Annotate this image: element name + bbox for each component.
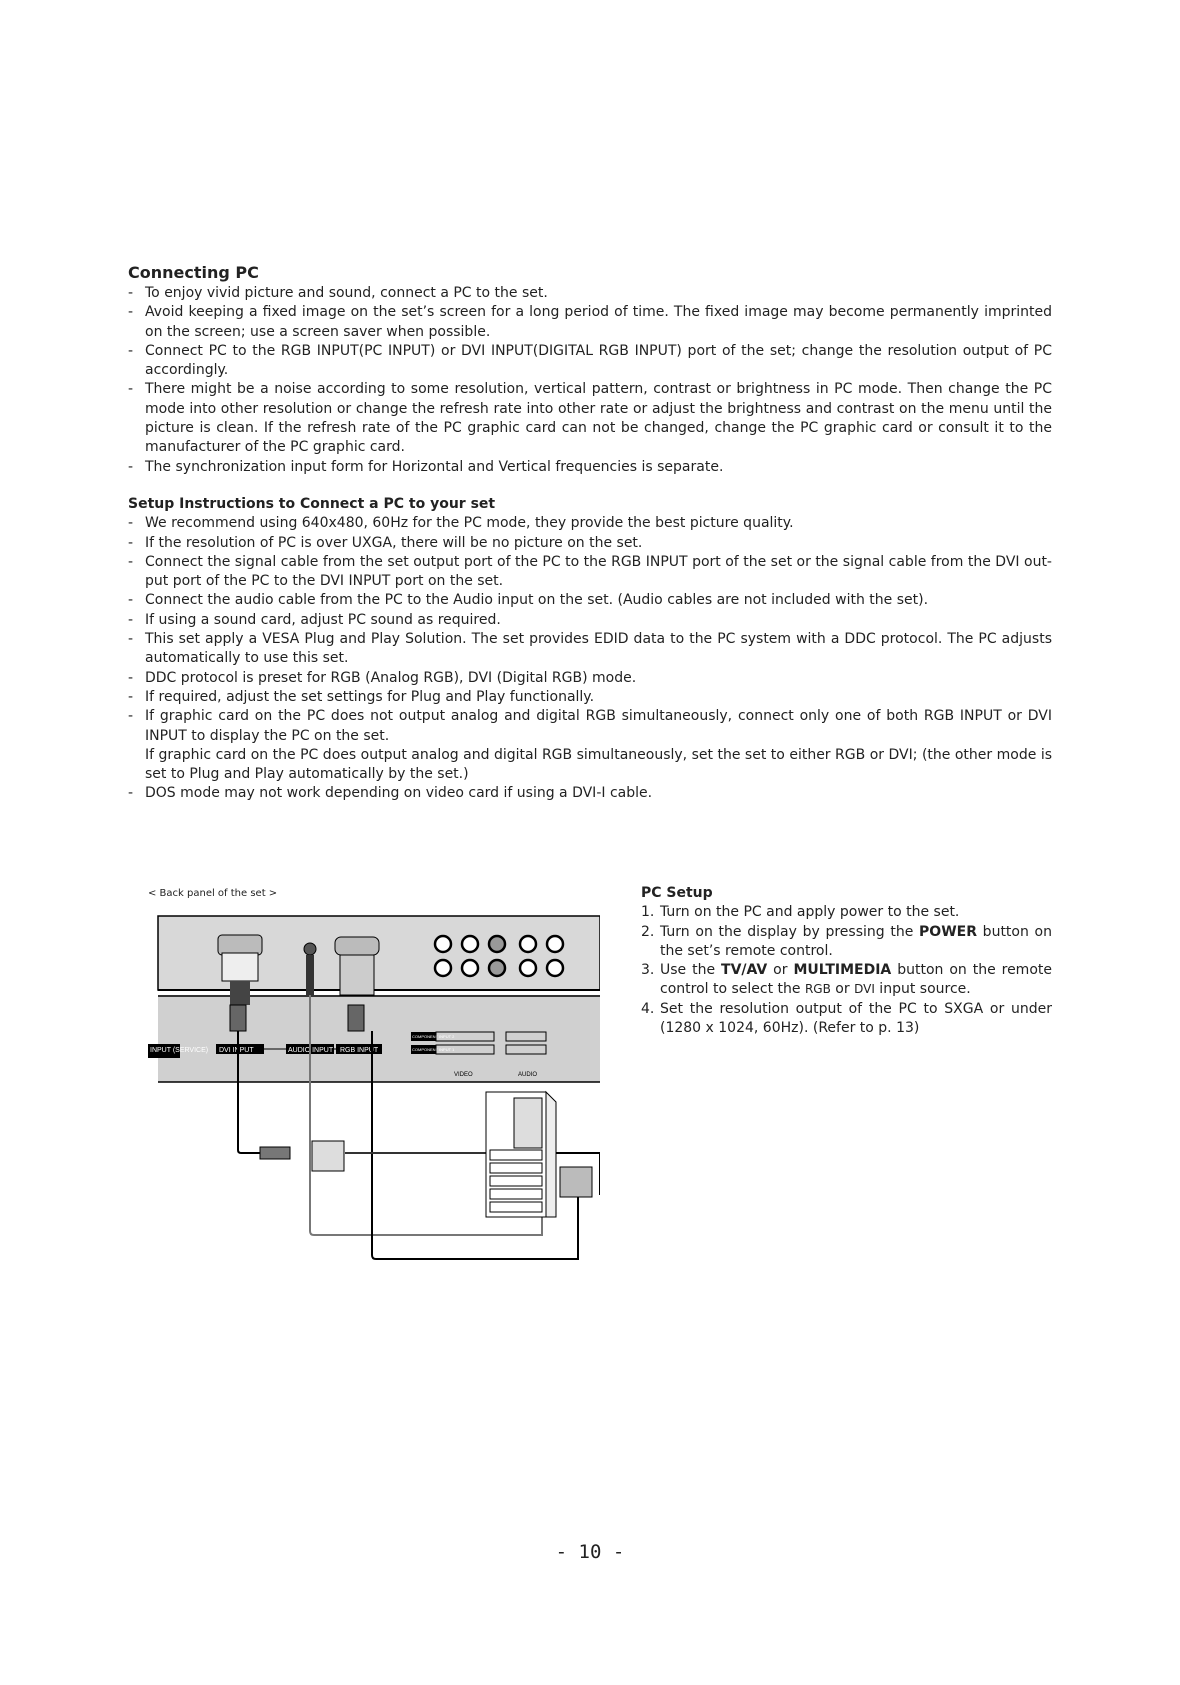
setup-step: 4. Set the resolution output of the PC to SXGA or under (1280 x 1024, 60Hz). (Refer to p. 13) bbox=[641, 1000, 1052, 1037]
diagram-caption: < Back panel of the set > bbox=[148, 888, 278, 899]
list-item: - Connect PC to the RGB INPUT(PC INPUT) or DVI INPUT(DIGITAL RGB INPUT) port of the set; change the resolution output of PC accordingly. bbox=[128, 342, 1052, 381]
list-item: - If the resolution of PC is over UXGA, there will be no picture on the set. bbox=[128, 534, 1052, 553]
svg-text:AUDIO: AUDIO bbox=[518, 1072, 538, 1078]
list-item: - The synchronization input form for Horizontal and Vertical frequencies is separate. bbox=[128, 458, 1052, 477]
svg-text:AUDIO INPUT: AUDIO INPUT bbox=[288, 1047, 334, 1054]
dvi-connector bbox=[218, 935, 262, 1005]
list-item: - If using a sound card, adjust PC sound as required. bbox=[128, 611, 1052, 630]
pc-tower bbox=[486, 1092, 592, 1217]
list-item: - If graphic card on the PC does not output analog and digital RGB simultaneously, connect only one of both RGB INPUT or DVI INPUT to display the PC on the set. bbox=[128, 707, 1052, 746]
section-title: Connecting PC bbox=[128, 263, 259, 282]
pc-setup-section bbox=[641, 884, 1052, 1038]
list-item: - If required, adjust the set settings for Plug and Play functionally. bbox=[128, 688, 1052, 707]
svg-text:INPUT (SERVICE): INPUT (SERVICE) bbox=[150, 1047, 209, 1054]
list-item: - Connect the audio cable from the PC to the Audio input on the set. (Audio cables are not included with the set). bbox=[128, 591, 1052, 610]
list-item: - We recommend using 640x480, 60Hz for the PC mode, they provide the best picture quality. bbox=[128, 514, 1052, 533]
svg-text:COMPONENT INPUT 2: COMPONENT INPUT 2 bbox=[412, 1034, 455, 1039]
section-title: PC Setup bbox=[641, 885, 713, 901]
list-item: - This set apply a VESA Plug and Play Solution. The set provides EDID data to the PC system with a DDC protocol. The PC adjusts automatically to use this set. bbox=[128, 630, 1052, 669]
list-item: - DDC protocol is preset for RGB (Analog RGB), DVI (Digital RGB) mode. bbox=[128, 669, 1052, 688]
connection-diagram bbox=[140, 905, 600, 1265]
setup-step: 2. Turn on the display by pressing the POWER button on the set’s remote control. bbox=[641, 923, 1052, 959]
dvi-adapter bbox=[260, 1141, 344, 1171]
svg-text:VIDEO: VIDEO bbox=[454, 1072, 473, 1078]
page-number: - 10 - bbox=[555, 1541, 625, 1563]
list-item: - DOS mode may not work depending on video card if using a DVI-I cable. bbox=[128, 784, 1052, 803]
svg-text:DVI INPUT: DVI INPUT bbox=[219, 1047, 254, 1054]
connecting-pc-section bbox=[128, 262, 1052, 477]
list-item: If graphic card on the PC does output analog and digital RGB simultaneously, set the set to either RGB or DVI; (the other mode is set to Plug and Play automatically by the set.) bbox=[145, 746, 1052, 783]
setup-instructions-section bbox=[128, 495, 1052, 804]
list-item: - Connect the signal cable from the set output port of the PC to the RGB INPUT port of the set or the signal cable from the DVI out-put port of the PC to the DVI INPUT port on the set. bbox=[128, 553, 1052, 592]
section-title: Setup Instructions to Connect a PC to your set bbox=[128, 496, 496, 512]
list-item: - To enjoy vivid picture and sound, connect a PC to the set. bbox=[128, 284, 1052, 303]
svg-text:COMPONENT INPUT 1: COMPONENT INPUT 1 bbox=[412, 1047, 455, 1052]
setup-step: 3. Use the TV/AV or MULTIMEDIA button on the remote control to select the RGB or DVI input source. bbox=[641, 962, 1052, 998]
svg-text:RGB INPUT: RGB INPUT bbox=[340, 1047, 379, 1054]
setup-step: 1. Turn on the PC and apply power to the set. bbox=[641, 904, 960, 921]
list-item: - There might be a noise according to some resolution, vertical pattern, contrast or brightness in PC mode. Then change the PC mode into other resolution or change the refresh rate into other rate or adjust the brightness and contrast on the menu until the picture is clean. If the refresh rate of the PC graphic card can not be changed, change the PC graphic card or consult it to the manufacturer of the PC graphic card. bbox=[128, 380, 1052, 457]
list-item: - Avoid keeping a fixed image on the set’s screen for a long period of time. The fixed image may become permanently imprinted on the screen; use a screen saver when possible. bbox=[128, 303, 1052, 342]
